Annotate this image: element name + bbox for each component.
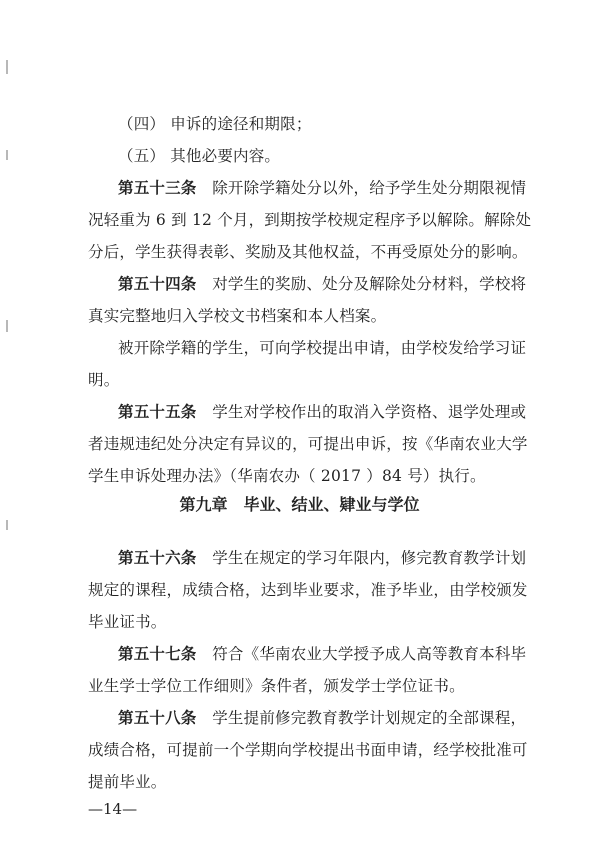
article-label: 第五十六条 — [118, 549, 197, 567]
article-58-line — [118, 708, 526, 728]
article-55-line — [118, 402, 526, 422]
chapter-title: 第九章 毕业、结业、肄业与学位 — [179, 495, 420, 514]
article-label: 第五十八条 — [118, 709, 197, 727]
paragraph-line: 况轻重为 6 到 12 个月，到期按学校规定程序予以解除。解除处 — [88, 211, 532, 229]
paragraph-line: 真实完整地归入学校文书档案和本人档案。 — [88, 307, 387, 325]
scan-edge-mark — [6, 320, 8, 332]
page-number: —14— — [88, 800, 138, 818]
article-53-line — [118, 178, 526, 198]
paragraph-line: （五） 其他必要内容。 — [118, 147, 281, 165]
article-text: 学生对学校作出的取消入学资格、退学处理或 — [196, 403, 527, 421]
paragraph-line: 分后，学生获得表彰、奖励及其他权益，不再受原处分的影响。 — [88, 243, 528, 261]
paragraph-line: 业生学士学位工作细则》条件者，颁发学士学位证书。 — [88, 677, 465, 695]
paragraph-line: 明。 — [88, 371, 120, 389]
scan-edge-mark — [6, 150, 8, 160]
article-54-line — [118, 274, 526, 294]
article-text: 学生提前修完教育教学计划规定的全部课程， — [196, 709, 527, 727]
article-56-line — [118, 548, 526, 568]
paragraph-line: 规定的课程，成绩合格，达到毕业要求，准予毕业，由学校颁发 — [88, 581, 528, 599]
scan-edge-mark — [6, 60, 8, 74]
article-text: 对学生的奖励、处分及解除处分材料，学校将 — [196, 275, 527, 293]
paragraph-line: 者违规违纪处分决定有异议的，可提出申诉，按《华南农业大学 — [88, 435, 528, 453]
article-label: 第五十五条 — [118, 403, 197, 421]
article-label: 第五十三条 — [118, 179, 197, 197]
article-text: 除开除学籍处分以外，给予学生处分期限视情 — [196, 179, 527, 197]
paragraph-line: 毕业证书。 — [88, 613, 167, 631]
paragraph-line: 提前毕业。 — [88, 773, 167, 791]
article-text: 学生在规定的学习年限内，修完教育教学计划 — [196, 549, 527, 567]
paragraph-line: 被开除学籍的学生，可向学校提出申请，由学校发给学习证 — [118, 339, 527, 357]
article-label: 第五十四条 — [118, 275, 197, 293]
article-label: 第五十七条 — [118, 645, 197, 663]
paragraph-line: （四） 申诉的途径和期限； — [118, 115, 312, 133]
paragraph-line: 学生申诉处理办法》（华南农办（ 2017 ）84 号）执行。 — [88, 467, 486, 485]
article-57-line — [118, 644, 526, 664]
paragraph-line: 成绩合格，可提前一个学期向学校提出书面申请，经学校批准可 — [88, 741, 528, 759]
scan-edge-mark — [6, 520, 8, 530]
article-text: 符合《华南农业大学授予成人高等教育本科毕 — [196, 645, 527, 663]
